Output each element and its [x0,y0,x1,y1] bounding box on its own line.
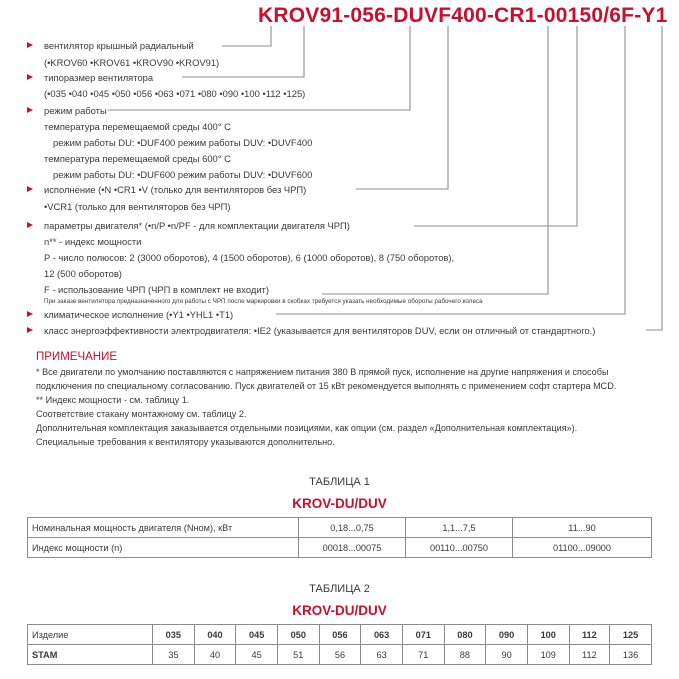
note-line-2: подключения по специальному согласованию. Пуск двигателей от 15 кВт рекомендуется выполнять с применением софт стартера MCD. [36,381,617,391]
connector-execution [356,26,448,189]
connector-fan-type [222,26,271,46]
legend-climate: климатическое исполнение (•Y1 •YHL1 •T1) [44,309,234,320]
table-cell: 0,18...0,75 [299,518,406,538]
bullet-marker [27,186,33,192]
note-line-4: Соответствие стакану монтажному см. таблицу 2. [36,409,247,419]
table-cell: 063 [361,625,403,645]
bullet-marker [27,327,33,333]
legend-energy: класс энергоэффективности электродвигателя: •IE2 (указывается для вентиляторов DUV, если он отличный от стандартного.) [44,325,596,336]
table-cell: 90 [486,645,528,665]
table-cell: 00018...00075 [299,538,406,558]
table-row [28,518,652,538]
table-cell: 88 [444,645,486,665]
table-cell: 035 [153,625,195,645]
bullet-marker [27,74,33,80]
note-line-6: Специальные требования к вентилятору указываются дополнительно. [36,437,335,447]
legend-poles-2: 12 (500 оборотов) [44,268,122,279]
legend-temp400: температура перемещаемой среды 400° С [44,121,231,132]
table-cell: 136 [610,645,652,665]
note-title: ПРИМЕЧАНИЕ [36,351,118,363]
table2-caption: ТАБЛИЦА 2 [309,583,370,595]
legend-size-options: (•035 •040 •045 •050 •056 •063 •071 •080 •090 •100 •112 •125) [44,88,306,99]
table1-name: KROV-DU/DUV [292,496,387,511]
connector-climate [276,26,625,314]
legend-poles: P - число полюсов: 2 (3000 оборотов), 4 (1500 оборотов), 6 (1000 оборотов), 8 (750 оборотов), [44,252,455,263]
table-cell: 40 [194,645,236,665]
legend-fan-type-options: (•KROV60 •KROV61 •KROV90 •KROV91) [44,57,220,68]
table-cell: 112 [569,645,610,665]
table-cell: 056 [319,625,361,645]
table-cell: 109 [527,645,569,665]
table-cell: 071 [402,625,444,645]
table-cell: 125 [610,625,652,645]
table-cell: 080 [444,625,486,645]
table-cell: 11...90 [513,518,652,538]
table-cell: STAM [28,645,153,665]
connector-energy [646,26,662,330]
legend-modes600: режим работы DU: •DUF600 режим работы DUV: •DUVF600 [53,169,313,180]
bullet-marker [27,107,33,113]
table-cell: Изделие [28,625,153,645]
table2 [27,624,652,665]
legend-temp600: температура перемещаемой среды 600° С [44,153,231,164]
table-cell: 35 [153,645,195,665]
table-cell: 00110...00750 [406,538,513,558]
table-cell: 112 [569,625,610,645]
bullet-marker [27,222,33,228]
table-cell: 45 [236,645,278,665]
bullet-marker [27,311,33,317]
model-code: KROV91-056-DUVF400-CR1-00150/6F-Y1 [258,4,668,27]
connector-motor [414,26,577,226]
note-line-5: Дополнительная комплектация заказывается отдельными позициями, как опции (см. раздел «Дополнительная комплектация»). [36,423,578,433]
legend-power-index: n** - индекс мощности [44,236,142,247]
table1 [27,517,652,558]
legend-freq: F - использование ЧРП (ЧРП в комплект не входит) [44,284,269,295]
table2-name: KROV-DU/DUV [292,603,387,618]
legend-freq-note: При заказе вентилятора предназначенного для работы с ЧРП после маркировки в скобках требуется указать необходимые обороты рабочего колеса [44,298,483,305]
table-cell: 51 [277,645,319,665]
table-cell: 050 [277,625,319,645]
legend-mode: режим работы [44,105,107,116]
connector-size [182,26,304,77]
legend-motor: параметры двигателя* (•n/P •n/PF - для комплектации двигателя ЧРП) [44,220,350,231]
legend-fan-type: вентилятор крышный радиальный [44,40,194,51]
table-row [28,645,652,665]
legend-execution-2: •VCR1 (только для вентиляторов без ЧРП) [44,201,231,212]
table-cell: 63 [361,645,403,665]
legend-execution: исполнение (•N •CR1 •V (только для вентиляторов без ЧРП) [44,184,307,195]
table-cell: 045 [236,625,278,645]
legend-modes400: режим работы DU: •DUF400 режим работы DUV: •DUVF400 [53,137,313,148]
table-row [28,538,652,558]
table-cell: 1,1...7,5 [406,518,513,538]
note-line-1: * Все двигатели по умолчанию поставляются с напряжением питания 380 В прямой пуск, исполнение на другие напряжения и способы [36,367,609,377]
table1-caption: ТАБЛИЦА 1 [309,476,370,488]
table-cell: 71 [402,645,444,665]
legend-size: типоразмер вентилятора [44,72,154,83]
table-cell: 56 [319,645,361,665]
note-line-3: ** Индекс мощности - см. таблицу 1. [36,395,190,405]
table-cell: 040 [194,625,236,645]
table-cell: Индекс мощности (n) [28,538,299,558]
table-cell: 090 [486,625,528,645]
table-cell: 100 [527,625,569,645]
table-cell: 01100...09000 [513,538,652,558]
bullet-marker [27,42,33,48]
table-row [28,625,652,645]
table-cell: Номинальная мощность двигателя (Nном), кВт [28,518,299,538]
